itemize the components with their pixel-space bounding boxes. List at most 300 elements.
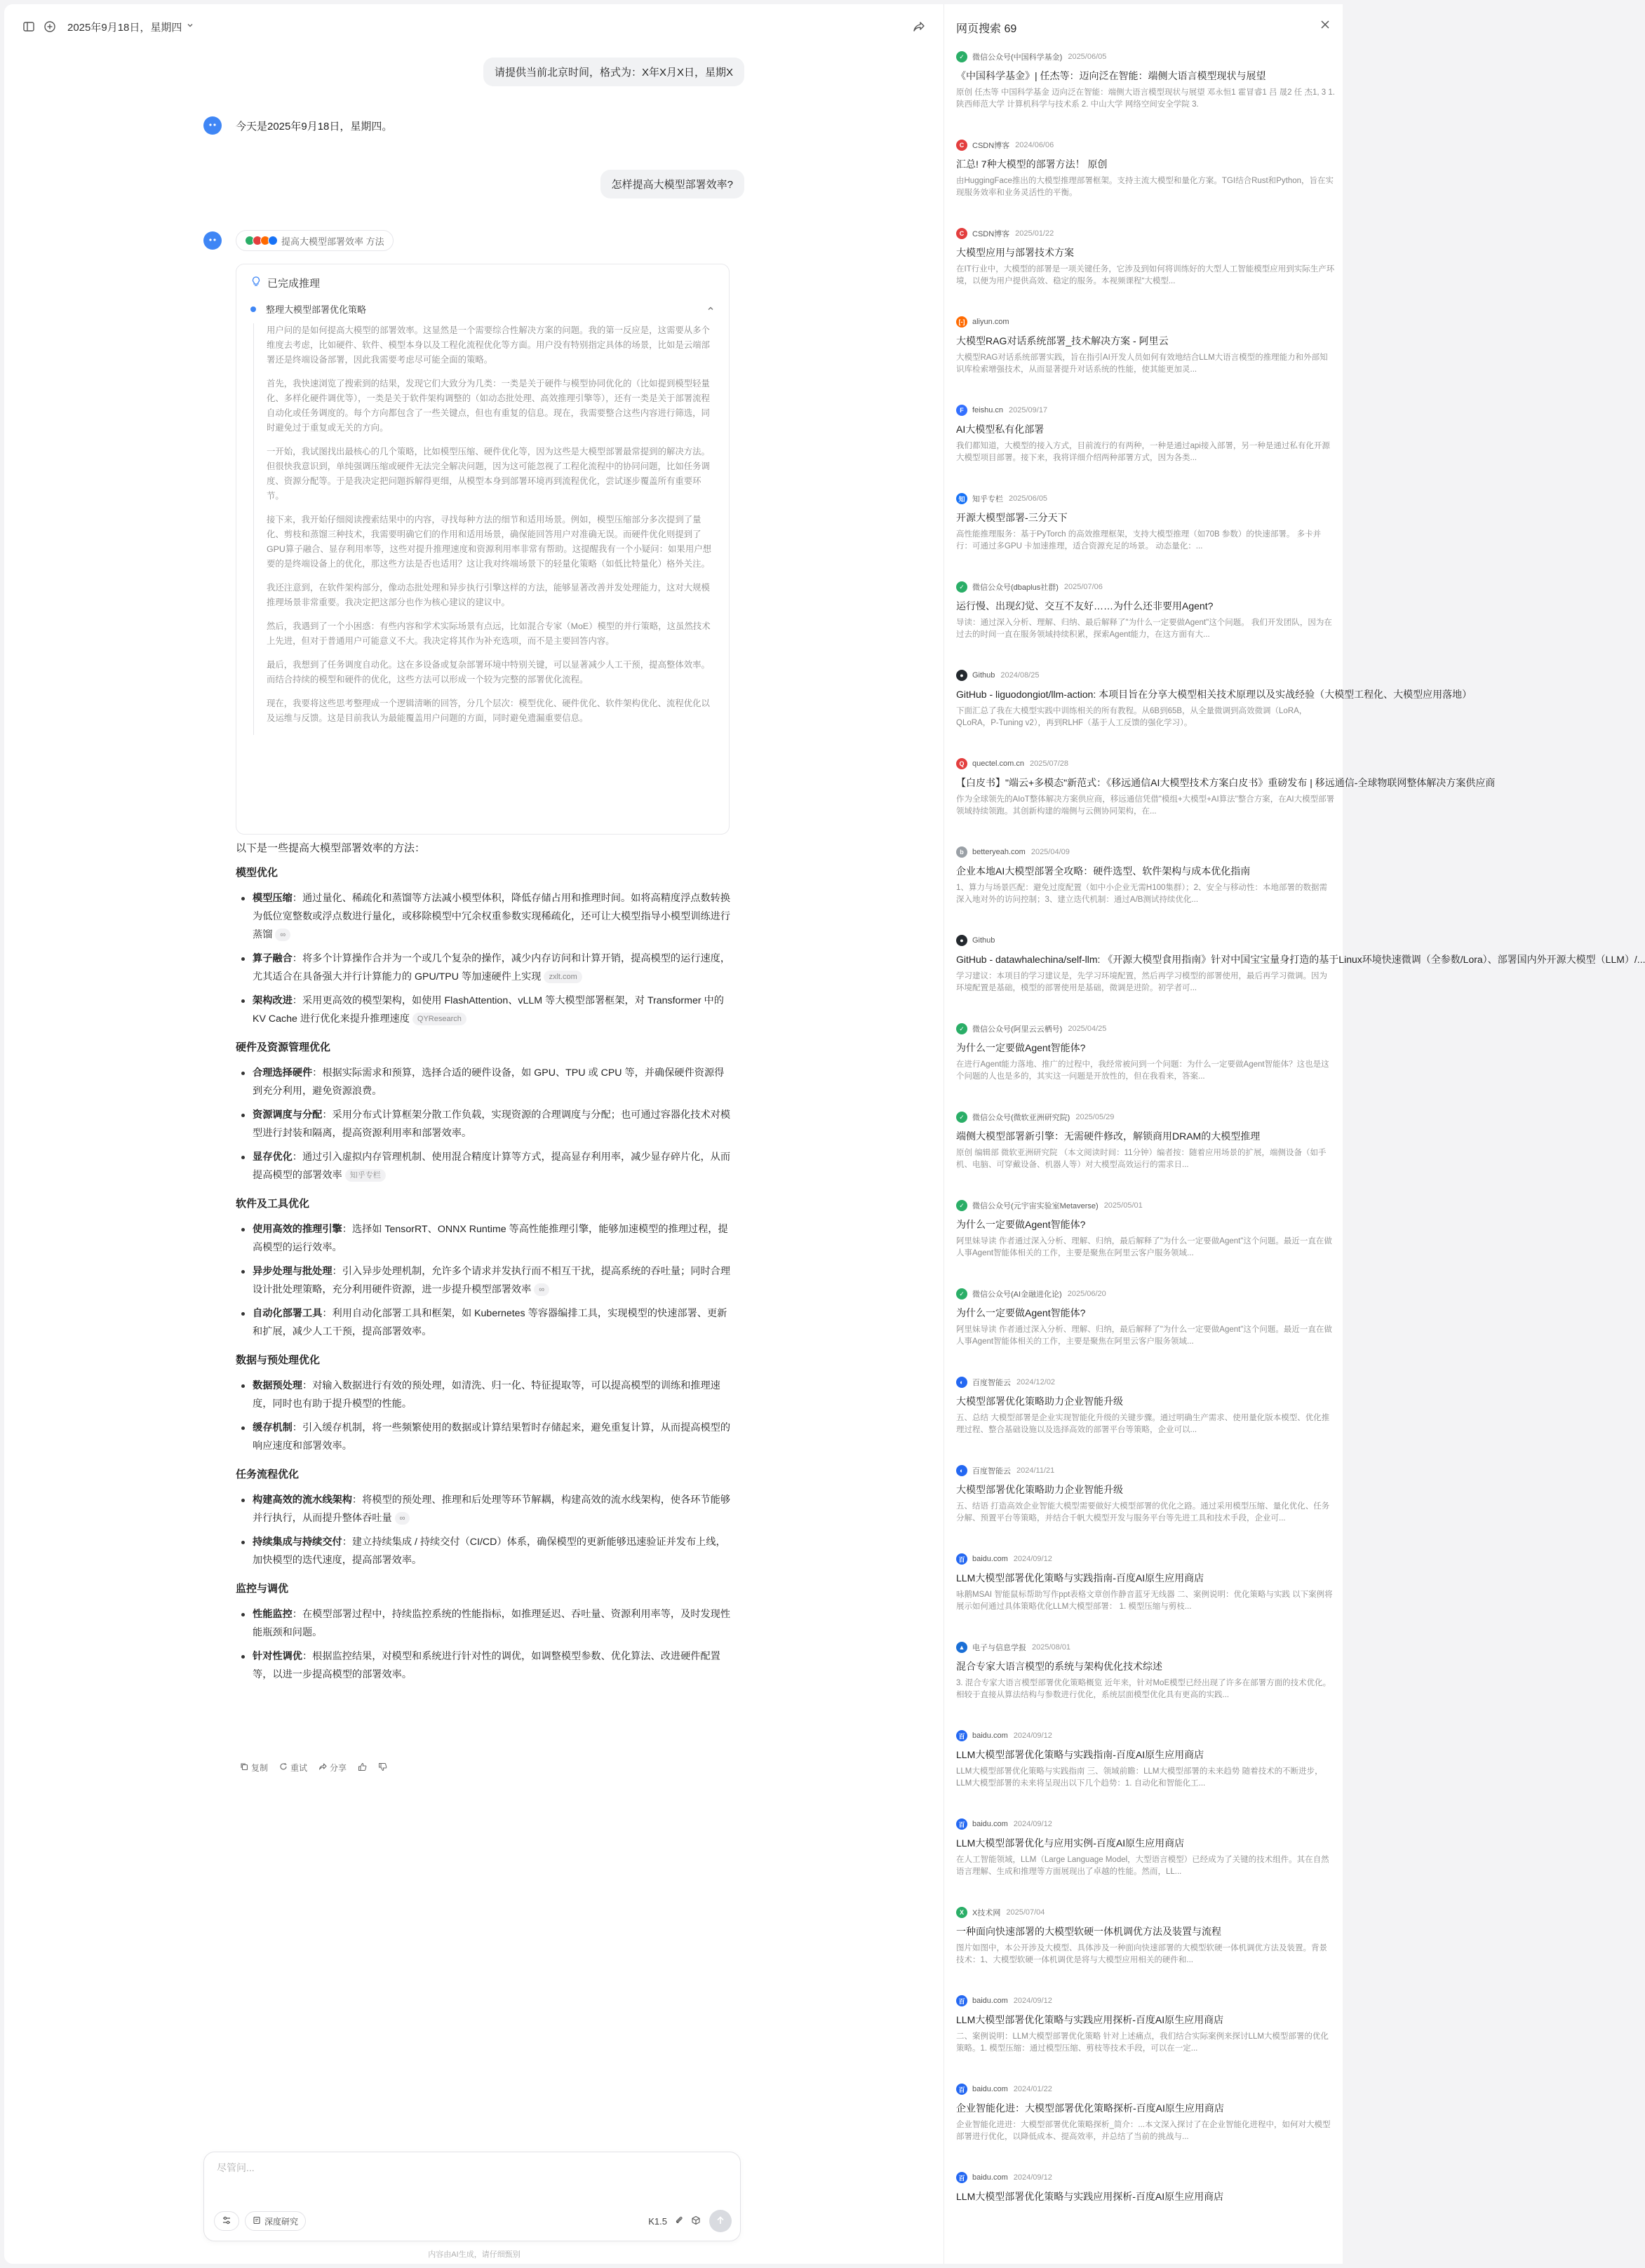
source-date: 2024/12/02 xyxy=(1016,1378,1056,1386)
result-snippet: 3. 混合专家大语言模型部署优化策略概览 近年来，针对MoE模型已经出现了许多在部署方面的技术优化。相较于直接从算法结构与参数进行优化，系统层面模型优化具有更高的实践... xyxy=(956,1679,1331,1699)
app-frame xyxy=(4,4,1645,2264)
source-name: 百度智能云 xyxy=(972,1467,1011,1476)
retry-button[interactable] xyxy=(279,1762,307,1774)
list-item xyxy=(236,1064,731,1100)
item-text: ：引入异步处理机制，允许多个请求并发执行而不相互干扰，提高系统的吞吐量；同时合理设计批处理策略，充分利用硬件资源，进一步提升模型部署效率 xyxy=(253,1266,731,1295)
source-logos xyxy=(245,236,276,245)
item-term: 显存优化 xyxy=(253,1152,293,1163)
result-snippet: 五、总结 大模型部署是企业实现智能化升级的关键步骤。通过明确生产需求、使用量化版本模型、优化推理过程、整合基础设施以及选择高效的部署平台等策略，企业可以... xyxy=(956,1414,1330,1434)
result-title[interactable]: LLM大模型部署优化策略与实践应用探析-百度AI原生应用商店 xyxy=(956,2191,1224,2202)
chevron-down-icon[interactable] xyxy=(186,20,194,33)
source-icon: C xyxy=(956,140,967,151)
result-title[interactable]: 为什么一定要做Agent智能体? xyxy=(956,1042,1086,1053)
source-icon: 百 xyxy=(956,1553,967,1565)
item-term: 架构改进 xyxy=(253,995,293,1006)
source-name: 百度智能云 xyxy=(972,1379,1011,1387)
message-input[interactable] xyxy=(217,2162,708,2173)
result-meta xyxy=(956,1022,1335,1035)
source-name: 微信公众号(dbaplus社群) xyxy=(972,583,1059,592)
search-result[interactable] xyxy=(956,2171,1335,2260)
result-snippet: 企业智能化进进：大模型部署优化策略探析_简介：...本文深入探讨了在企业智能化进程中，如何对大模型部署进行优化，以降低成本、提高效率，并总结了当前的挑战与... xyxy=(956,2121,1331,2141)
result-snippet: 原创 任杰等 中国科学基金 迈向泛在智能：端侧大语言模型现状与展望 邓永恒1 霍冒睿1 吕 晟2 任 杰1, 3 1. 陕西师范大学 计算机科学与技术系 2. 中山大学 网络空间安全学院 3. xyxy=(956,88,1335,109)
source-icon: ✓ xyxy=(956,1200,967,1211)
share-icon xyxy=(318,1762,327,1773)
share-icon[interactable] xyxy=(908,16,929,37)
source-icon: ● xyxy=(956,935,967,946)
reasoning-panel xyxy=(236,264,730,835)
item-term: 算子融合 xyxy=(253,953,293,964)
refresh-icon xyxy=(279,1762,288,1773)
result-meta xyxy=(956,846,1335,858)
section-list xyxy=(236,1491,731,1570)
source-name: baidu.com xyxy=(972,1555,1008,1563)
result-snippet: 在人工智能领域，LLM（Large Language Model，大型语言模型）已经成为了关键的技术组件。其在自然语言理解、生成和推理等方面展现出了卓越的性能。然而，LL... xyxy=(956,1856,1329,1876)
source-date: 2024/08/25 xyxy=(1000,671,1040,680)
source-name: baidu.com xyxy=(972,2085,1008,2093)
chat-title[interactable]: 2025年9月18日，星期四 xyxy=(67,21,182,34)
list-item xyxy=(236,1377,731,1413)
source-date: 2025/01/22 xyxy=(1015,229,1054,238)
item-term: 模型压缩 xyxy=(253,893,293,904)
source-date: 2025/05/01 xyxy=(1103,1201,1143,1210)
assistant-message: 今天是2025年9月18日，星期四。 xyxy=(236,121,393,133)
zhihu-icon xyxy=(268,236,278,245)
answer-sections xyxy=(236,865,731,1684)
message-actions xyxy=(240,1762,398,1774)
search-panel-title: 网页搜索 69 xyxy=(956,23,1017,35)
item-term: 针对性调优 xyxy=(253,1651,302,1662)
item-term: 使用高效的推理引擎 xyxy=(253,1224,342,1235)
result-title[interactable]: 运行慢、出现幻觉、交互不友好……为什么还非要用Agent? xyxy=(956,600,1214,612)
section-heading: 任务流程优化 xyxy=(236,1469,300,1480)
result-title[interactable]: 企业智能化进：大模型部署优化策略探析-百度AI原生应用商店 xyxy=(956,2102,1224,2114)
source-name: baidu.com xyxy=(972,1732,1008,1740)
list-item xyxy=(236,1220,731,1257)
result-meta xyxy=(956,1994,1335,2007)
composer xyxy=(203,2152,741,2241)
reasoning-paragraph: 现在，我要将这些思考整理成一个逻辑清晰的回答，分几个层次：模型优化、硬件优化、软件架构优化、流程优化以及运维与反馈。这是目前我认为最能覆盖用户问题的方面，同时避免遗漏重要信息。 xyxy=(267,698,710,723)
search-result[interactable] xyxy=(956,757,1496,846)
result-snippet: 导读：通过深入分析、理解、归纳、最后解释了"为什么一定要做Agent"这个问题。 我们开发团队，因为在过去的时间一直在服务领域持续积累，探索Agent能力，在这方面有大... xyxy=(956,619,1332,639)
source-date: 2025/08/01 xyxy=(1032,1643,1071,1652)
result-snippet: 由HuggingFace推出的大模型推理部署框架。支持主流大模型和量化方案。TGI结合Rust和Python，旨在实现服务效率和业务灵活性的平衡。 xyxy=(956,177,1334,197)
result-meta xyxy=(956,2083,1335,2095)
copy-button[interactable] xyxy=(240,1762,268,1774)
source-date: 2025/04/09 xyxy=(1030,848,1070,856)
copy-icon xyxy=(240,1762,248,1773)
search-result[interactable] xyxy=(956,1464,1335,1553)
source-name: 微信公众号(微软亚洲研究院) xyxy=(972,1114,1070,1122)
source-date: 2025/07/06 xyxy=(1063,583,1103,591)
search-result[interactable] xyxy=(956,1022,1335,1111)
list-item xyxy=(236,950,731,986)
list-item xyxy=(236,1304,731,1341)
result-meta xyxy=(956,50,1335,63)
composer-tools xyxy=(214,2211,311,2231)
result-title[interactable]: 混合专家大语言模型的系统与架构优化技术综述 xyxy=(956,1661,1162,1672)
search-result[interactable] xyxy=(956,1288,1335,1376)
source-name: feishu.cn xyxy=(972,406,1004,414)
thumbs-down-icon xyxy=(378,1762,387,1774)
reasoning-step-label: 整理大模型部署优化策略 xyxy=(266,304,367,315)
deep-research-label: 深度研究 xyxy=(264,2216,299,2227)
source-name: 微信公众号(AI金融进化论) xyxy=(972,1290,1062,1299)
source-name: 微信公众号(元宇宙实验室Metaverse) xyxy=(972,1202,1099,1210)
citation-chip[interactable]: ∞ xyxy=(275,929,290,941)
thumbs-down-button[interactable] xyxy=(378,1762,387,1774)
result-snippet: 大模型RAG对话系统部署实践，旨在指引AI开发人员如何有效地结合LLM大语言模型的推理能力和外部知识库检索增强技术，从而显著提升对话系统的性能，使其能更加灵... xyxy=(956,353,1328,374)
source-icon: b xyxy=(956,846,967,858)
result-meta xyxy=(956,1641,1335,1654)
result-meta xyxy=(956,1553,1335,1565)
list-item xyxy=(236,889,731,944)
reasoning-paragraph: 最后，我想到了任务调度自动化。这在多设备或复杂部署环境中特别关键，可以显著减少人工干预，提高整体效率。而结合持续的模型和硬件的优化，这些方法可以形成一个较为完整的部署优化流程。 xyxy=(267,660,710,684)
answer xyxy=(236,840,731,1695)
search-result[interactable] xyxy=(956,934,1645,1022)
chat-panel xyxy=(4,4,944,2264)
result-snippet: 阿里妹导读 作者通过深入分析、理解、归纳，最后解释了"为什么一定要做Agent"这个问题。最近一直在做人事Agent智能体相关的工作，主要是聚焦在阿里云客户服务领域... xyxy=(956,1237,1332,1257)
result-snippet: 作为全球领先的AIoT整体解决方案供应商，移远通信凭借"模组+大模型+AI算法"整合方案，在AI大模型部署领域持续领跑。其创新构建的端侧与云侧协同架构，在... xyxy=(956,795,1335,816)
source-icon: X xyxy=(956,1907,967,1918)
reasoning-body xyxy=(253,323,715,735)
section-heading: 软件及工具优化 xyxy=(236,1198,310,1210)
source-date: 2024/09/12 xyxy=(1013,1997,1052,2005)
reasoning-paragraph: 接下来，我开始仔细阅读搜索结果中的内容，寻找每种方法的细节和适用场景。例如，模型压缩部分多次提到了量化、剪枝和蒸馏三种技术，我需要明确它们的作用和适用场景，确保能回答用户对准确无误。而硬件优化则提到了GPU算子融合、显存利用率等，这些对提升推理速度和资源利用率非常有帮助。这提醒我有一个小疑问：如果用户想要的是终端设备上的优化，那这些方法是否也适用？这让我对终端场景下的轻量化策略（如低比特量化）格外关注。 xyxy=(267,515,711,569)
reasoning-status: 已完成推理 xyxy=(267,277,321,290)
source-name: 微信公众号(中国科学基金) xyxy=(972,53,1063,62)
item-term: 持续集成与持续交付 xyxy=(253,1537,342,1548)
deep-research-button[interactable] xyxy=(245,2211,306,2231)
source-icon: C xyxy=(956,228,967,239)
item-term: 异步处理与批处理 xyxy=(253,1266,333,1277)
search-result[interactable] xyxy=(956,492,1335,581)
list-item xyxy=(236,1491,731,1527)
chevron-up-icon[interactable] xyxy=(706,304,715,316)
result-title[interactable]: 大模型部署优化策略助力企业智能升级 xyxy=(956,1484,1123,1495)
item-text: ：将模型的预处理、推理和后处理等环节解耦，构建高效的流水线架构，使各环节能够并行执行，从而提升整体吞吐量 xyxy=(253,1494,731,1524)
new-chat-icon[interactable] xyxy=(39,16,60,37)
search-query-chip[interactable] xyxy=(236,230,394,251)
result-title[interactable]: 汇总! 7种大模型的部署方法！ 原创 xyxy=(956,158,1108,170)
result-snippet xyxy=(956,2208,1335,2232)
result-title[interactable]: GitHub - liguodongiot/llm-action: 本项目旨在分享大模型相关技术原理以及实战经验（大模型工程化、大模型应用落地） xyxy=(956,689,1472,700)
list-item xyxy=(236,1148,731,1184)
result-title[interactable]: 为什么一定要做Agent智能体? xyxy=(956,1307,1086,1318)
close-icon[interactable] xyxy=(1320,18,1330,33)
search-query-text: 提高大模型部署效率 方法 xyxy=(281,236,384,247)
search-result[interactable] xyxy=(956,581,1335,669)
result-meta xyxy=(956,404,1335,417)
list-item xyxy=(236,1419,731,1455)
thumbs-up-icon xyxy=(358,1762,367,1774)
result-title[interactable]: 开源大模型部署-三分天下 xyxy=(956,512,1068,523)
result-snippet: 在进行Agent能力落地、推广的过程中，我经常被问到一个问题：为什么一定要做Agent智能体？这也是这个问题的人也是多的，其实这一问题是开放性的，但在我看来，答案... xyxy=(956,1060,1329,1081)
item-text: ：通过量化、稀疏化和蒸馏等方法减小模型体积，降低存储占用和推理时间。如将高精度浮点数转换为低位宽整数或浮点数进行量化，或移除模型中冗余权重参数实现稀疏化，还可让大模型指导小模型训练进行蒸馏 xyxy=(253,893,731,940)
sidebar-toggle-icon[interactable] xyxy=(18,16,39,37)
result-meta xyxy=(956,492,1335,505)
source-name: betteryeah.com xyxy=(972,848,1026,856)
user-message: 请提供当前北京时间，格式为：X年X月X日，星期X xyxy=(483,58,744,86)
result-snippet: 学习建议：本项目的学习建议是，先学习环境配置，然后再学习模型的部署使用，最后再学习微调。因为环境配置是基础，模型的部署使用是基础，微调是进阶。初学者可... xyxy=(956,972,1327,992)
citation-chip[interactable]: ∞ xyxy=(534,1283,549,1296)
item-term: 合理选择硬件 xyxy=(253,1067,313,1079)
step-dot xyxy=(250,306,256,312)
arrow-up-icon xyxy=(716,2215,725,2227)
tools-button[interactable] xyxy=(214,2211,239,2231)
source-icon: ✓ xyxy=(956,1112,967,1123)
section-list xyxy=(236,1064,731,1184)
reasoning-step[interactable] xyxy=(250,302,715,316)
result-meta xyxy=(956,139,1335,151)
result-meta xyxy=(956,934,1335,947)
item-text: ：采用分布式计算框架分散工作负载，实现资源的合理调度与分配；也可通过容器化技术对模型进行封装和隔离，提高资源利用率和部署效率。 xyxy=(253,1109,731,1139)
composer-actions xyxy=(648,2210,732,2232)
search-result[interactable] xyxy=(956,669,1472,757)
result-meta xyxy=(956,1906,1335,1919)
result-title[interactable]: 大模型部署优化策略助力企业智能升级 xyxy=(956,1396,1123,1407)
source-icon: ◐ xyxy=(956,1377,967,1388)
item-term: 缓存机制 xyxy=(253,1422,293,1433)
result-title[interactable]: 企业本地AI大模型部署全攻略：硬件选型、软件架构与成本优化指南 xyxy=(956,865,1251,877)
source-icon: [-] xyxy=(956,316,967,328)
source-icon: ✓ xyxy=(956,1288,967,1300)
source-date: 2025/07/28 xyxy=(1029,760,1069,768)
source-date: 2025/06/05 xyxy=(1009,494,1048,503)
model-selector[interactable]: K1.5 xyxy=(648,2215,667,2227)
lightbulb-icon xyxy=(250,276,262,290)
search-result[interactable] xyxy=(956,227,1335,316)
source-icon: F xyxy=(956,405,967,416)
result-title[interactable]: 一种面向快速部署的大模型软硬一体机调优方法及装置与流程 xyxy=(956,1926,1221,1937)
item-term: 自动化部署工具 xyxy=(253,1308,323,1319)
result-title[interactable]: 【白皮书】"端云+多模态"新范式：《移远通信AI大模型技术方案白皮书》重磅发布 | 移远通信-全球物联网整体解决方案供应商 xyxy=(956,777,1496,788)
item-text: ：根据监控结果，对模型和系统进行针对性的调优，如调整模型参数、优化算法、改进硬件配置等，以进一步提高模型的部署效率。 xyxy=(253,1651,720,1680)
section-list xyxy=(236,1377,731,1455)
result-title[interactable]: 为什么一定要做Agent智能体? xyxy=(956,1219,1086,1230)
item-text: ：对输入数据进行有效的预处理，如清洗、归一化、特征提取等，可以提高模型的训练和推理速度，同时也有助于提升模型的性能。 xyxy=(253,1380,720,1410)
result-meta xyxy=(956,1288,1335,1300)
result-meta xyxy=(956,581,1335,593)
citation-chip[interactable]: ∞ xyxy=(395,1512,410,1525)
result-title[interactable]: AI大模型私有化部署 xyxy=(956,424,1045,435)
source-date: 2025/06/20 xyxy=(1067,1290,1106,1298)
source-date: 2025/09/17 xyxy=(1009,406,1048,414)
search-result[interactable] xyxy=(956,1376,1335,1464)
source-date: 2024/09/12 xyxy=(1013,1732,1052,1740)
item-text: ：引入缓存机制，将一些频繁使用的数据或计算结果暂时存储起来，避免重复计算，从而提高模型的响应速度和部署效率。 xyxy=(253,1422,731,1452)
item-text: ：将多个计算操作合并为一个或几个复杂的操作，减少内存访问和计算开销，提高模型的运行速度，尤其适合在具备强大并行计算能力的 GPU/TPU 等加速硬件上实现 xyxy=(253,953,731,983)
search-result[interactable] xyxy=(956,50,1335,139)
source-icon: 百 xyxy=(956,1818,967,1830)
result-snippet: 我们都知道，大模型的接入方式，目前流行的有两种，一种是通过api接入部署，另一种是通过私有化开源大模型项目部署。接下来，我将详细介绍两种部署方式，因为各类... xyxy=(956,442,1330,462)
thumbs-up-button[interactable] xyxy=(358,1762,367,1774)
search-result[interactable] xyxy=(956,1111,1335,1199)
list-item xyxy=(236,1262,731,1299)
result-meta xyxy=(956,227,1335,240)
item-text: ：选择如 TensorRT、ONNX Runtime 等高性能推理引擎，能够加速模型的推理过程，提高模型的运行效率。 xyxy=(253,1224,728,1253)
search-results-panel xyxy=(945,4,1645,2264)
list-item xyxy=(236,992,731,1028)
section-list xyxy=(236,1220,731,1341)
source-name: 微信公众号(阿里云云栖号) xyxy=(972,1025,1063,1034)
reasoning-paragraph: 一开始，我试图找出最核心的几个策略，比如模型压缩、硬件优化等，因为这些是大模型部署最常提到的解决方法。但很快我意识到，单纯强调压缩或硬件无法完全解决问题，因为这可能忽视了工程化流程中的协同问题，比如任务调度、资源分配等。于是我决定把问题拆解得更细，从模型本身到部署环境再到流程优化，尝试逐步覆盖所有重要环节。 xyxy=(267,447,710,501)
list-item xyxy=(236,1533,731,1570)
source-icon: ▲ xyxy=(956,1642,967,1653)
section-list xyxy=(236,889,731,1028)
item-text: ：通过引入虚拟内存管理机制、使用混合精度计算等方式，提高显存利用率，减少显存碎片化，从而提高模型的部署效率 xyxy=(253,1152,731,1181)
source-icon: 百 xyxy=(956,2084,967,2095)
search-results-list xyxy=(956,50,1645,2260)
attachment-icon[interactable] xyxy=(674,2215,684,2227)
source-date: 2025/07/04 xyxy=(1006,1908,1045,1917)
copy-label: 复制 xyxy=(251,1763,269,1773)
reasoning-paragraph: 用户问的是如何提高大模型的部署效率。这显然是一个需要综合性解决方案的问题。我的第一反应是，这需要从多个维度去考虑，比如硬件、软件、模型本身以及工程化流程优化等方面。用户没有特别指定具体的场景，比如是云端部署还是终端设备部署，因此我需要考虑尽可能全面的策略。 xyxy=(267,325,710,365)
answer-intro: 以下是一些提高大模型部署效率的方法： xyxy=(236,842,426,854)
search-result[interactable] xyxy=(956,1199,1335,1288)
result-meta xyxy=(956,1464,1335,1477)
source-name: CSDN博客 xyxy=(972,230,1010,238)
source-name: 知乎专栏 xyxy=(972,495,1003,504)
result-title[interactable]: LLM大模型部署优化与应用实例-百度AI原生应用商店 xyxy=(956,1837,1185,1849)
source-icon: 百 xyxy=(956,1995,967,2006)
source-date: 2024/09/12 xyxy=(1013,1555,1052,1563)
share-label: 分享 xyxy=(330,1763,347,1773)
source-name: baidu.com xyxy=(972,1820,1008,1828)
item-term: 数据预处理 xyxy=(253,1380,302,1391)
result-snippet: 咏鹅MSAI 智能鼠标帮助写作ppt表格文章创作静音蓝牙无线器 二、案例说明：优化策略与实践 以下案例将展示如何通过具体策略优化LLM大模型部署： 1. 模型压缩与剪枝... xyxy=(956,1591,1333,1611)
result-meta xyxy=(956,1199,1335,1212)
item-term: 性能监控 xyxy=(253,1609,293,1620)
result-meta xyxy=(956,316,1335,328)
result-snippet: 在IT行业中，大模型的部署是一项关键任务，它涉及到如何将训练好的大型人工智能模型应用到实际生产环境，以便为用户提供高效、稳定的服务。本视频课程“大模型... xyxy=(956,265,1335,285)
section-heading: 模型优化 xyxy=(236,867,278,879)
citation-chip[interactable]: 知乎专栏 xyxy=(345,1169,386,1182)
source-icon: ✓ xyxy=(956,581,967,593)
source-icon: 知 xyxy=(956,493,967,504)
source-name: baidu.com xyxy=(972,2173,1008,2182)
reasoning-paragraph: 我还注意到，在软件架构部分，像动态批处理和异步执行引擎这样的方法，能够显著改善并发处理能力，这对大规模推理场景非常重要。我决定把这部分也作为核心建议的建议中。 xyxy=(267,583,710,607)
source-date: 2024/11/21 xyxy=(1016,1466,1055,1475)
reasoning-paragraph: 然后，我遇到了一个小困惑：有些内容和学术实际场景有点远，比如混合专家（MoE）模型的并行策略，这虽然技术上先进，但对于普通用户可能意义不大。我决定将其作为补充选项，而不是主要回答内容。 xyxy=(267,621,711,646)
source-name: Github xyxy=(972,936,995,945)
result-snippet: LLM大模型部署优化策略与实践指南 三、领域前瞻：LLM大模型部署的未来趋势 随着技术的不断进步，LLM大模型部署的未来将呈现出以下几个趋势：1. 自动化和智能化工... xyxy=(956,1767,1323,1788)
source-date: 2025/05/29 xyxy=(1075,1113,1115,1121)
section-heading: 数据与预处理优化 xyxy=(236,1354,321,1366)
item-text: ：在模型部署过程中，持续监控系统的性能指标，如推理延迟、吞吐量、资源利用率等，及时发现性能瓶颈和问题。 xyxy=(253,1609,731,1638)
source-name: CSDN博客 xyxy=(972,142,1010,150)
source-name: baidu.com xyxy=(972,1997,1008,2005)
search-result[interactable] xyxy=(956,316,1335,404)
item-text: ：采用更高效的模型架构，如使用 FlashAttention、vLLM 等大模型部署框架，对 Transformer 中的 KV Cache 进行优化来提升推理速度 xyxy=(253,995,724,1025)
section-heading: 监控与调优 xyxy=(236,1583,289,1595)
search-result[interactable] xyxy=(956,1641,1335,1729)
result-snippet: 二、案例说明：LLM大模型部署优化策略 针对上述痛点，我们结合实际案例来探讨LLM大模型部署的优化策略。1. 模型压缩：通过模型压缩、剪枝等技术手段，可以在一定... xyxy=(956,2032,1329,2053)
result-snippet: 1、算力与场景匹配：避免过度配置（如中小企业无需H100集群）；2、安全与移动性：本地部署的数据需深入地对外的访问控制；3、建立迭代机制：通过A/B测试持续优化... xyxy=(956,884,1328,904)
source-name: X技术网 xyxy=(972,1909,1001,1917)
result-title[interactable]: GitHub - datawhalechina/self-llm: 《开源大模型食用指南》针对中国宝宝量身打造的基于Linux环境快速微调（全参数/Lora）、部署国内外开源大模型（LLM）/... xyxy=(956,954,1645,965)
source-icon: ● xyxy=(956,670,967,681)
source-date: 2024/01/22 xyxy=(1013,2085,1052,2093)
search-result[interactable] xyxy=(956,1818,1335,1906)
source-icon: Q xyxy=(956,758,967,769)
source-date: 2025/04/25 xyxy=(1068,1025,1107,1033)
result-meta xyxy=(956,1111,1335,1123)
source-icon: 百 xyxy=(956,2172,967,2183)
result-meta xyxy=(956,1818,1335,1830)
source-icon: 百 xyxy=(956,1730,967,1741)
reasoning-header[interactable] xyxy=(250,274,715,291)
assistant-avatar xyxy=(203,231,222,250)
item-term: 资源调度与分配 xyxy=(253,1109,323,1121)
source-icon: ◐ xyxy=(956,1465,967,1476)
top-bar xyxy=(18,14,929,39)
tools-icon xyxy=(222,2215,231,2227)
result-title[interactable]: LLM大模型部署优化策略与实践指南-百度AI原生应用商店 xyxy=(956,1572,1204,1584)
result-meta xyxy=(956,1376,1335,1389)
source-name: 电子与信息学报 xyxy=(972,1644,1026,1652)
cube-icon[interactable] xyxy=(691,2215,701,2227)
item-text: ：利用自动化部署工具和框架，如 Kubernetes 等容器编排工具，实现模型的快速部署、更新和扩展，减少人工干预，提高部署效率。 xyxy=(253,1308,727,1337)
result-snippet: 高性能推理服务：基于PyTorch 的高效推理框架，支持大模型推理（如70B 参数）的快速部署。 多卡并行：可通过多GPU 卡加速推理，适合资源充足的场景。 动态量化：... xyxy=(956,530,1322,551)
source-date: 2024/06/06 xyxy=(1015,141,1054,149)
result-snippet: 五、结语 打造高效企业智能大模型需要做好大模型部署的优化之路。通过采用模型压缩、量化优化、任务分解、预置平台等策略，并结合千帆大模型开发与服务平台等先进工具和技术手段，企业可... xyxy=(956,1502,1330,1523)
search-result[interactable] xyxy=(956,1994,1335,2083)
search-result[interactable] xyxy=(956,2083,1335,2171)
search-result[interactable] xyxy=(956,1729,1335,1818)
result-title[interactable]: 大模型RAG对话系统部署_技术解决方案 - 阿里云 xyxy=(956,335,1169,346)
result-meta xyxy=(956,1729,1335,1742)
result-title[interactable]: 端侧大模型部署新引擎：无需硬件修改，解锁商用DRAM的大模型推理 xyxy=(956,1130,1261,1142)
item-text: ：根据实际需求和预算，选择合适的硬件设备，如 GPU、TPU 或 CPU 等，并确保硬件资源得到充分利用，避免资源浪费。 xyxy=(253,1067,725,1097)
result-title[interactable]: LLM大模型部署优化策略与实践应用探析-百度AI原生应用商店 xyxy=(956,2014,1224,2025)
source-icon: ✓ xyxy=(956,1023,967,1034)
source-date: 2025/06/05 xyxy=(1068,53,1107,61)
citation-chip[interactable]: zxlt.com xyxy=(544,971,582,983)
result-snippet: 原创 编辑部 微软亚洲研究院 （本文阅读时间：11分钟）编者按：随着应用场景的扩展，端侧设备（如手机、电脑、可穿戴设备、机器人等）对大模型高效运行的需求日... xyxy=(956,1149,1327,1169)
source-date: 2024/09/12 xyxy=(1013,2173,1052,2182)
research-icon xyxy=(253,2216,261,2227)
share-button[interactable] xyxy=(318,1762,347,1774)
source-name: aliyun.com xyxy=(972,318,1009,326)
item-term: 构建高效的流水线架构 xyxy=(253,1494,352,1506)
item-text: ：建立持续集成 / 持续交付（CI/CD）体系，确保模型的更新能够迅速验证并发布上线，加快模型的迭代速度，提高部署效率。 xyxy=(253,1537,726,1566)
list-item xyxy=(236,1106,731,1142)
result-snippet: 下面汇总了我在大模型实践中训练相关的所有教程。从6B到65B，从全量微调到高效微调（LoRA，QLoRA，P-Tuning v2），再到RLHF（基于人工反馈的强化学习）。 xyxy=(956,707,1308,727)
reasoning-paragraph: 首先，我快速浏览了搜索到的结果，发现它们大致分为几类：一类是关于硬件与模型协同优化的（比如提到模型轻量化、多样化硬件调优等），一类是关于软件架构调整的（如动态批处理、高效推理引擎等），还有一类是关于部署流程自动化或任务调度的。每个方向都包含了一些关键点，但也有重复的信息。现在，我需要整合这些内容进行筛选，同时避免过于重复或无关的方向。 xyxy=(267,379,710,433)
assistant-avatar xyxy=(203,116,222,135)
search-result[interactable] xyxy=(956,846,1335,934)
list-item xyxy=(236,1647,731,1684)
result-title[interactable]: 大模型应用与部署技术方案 xyxy=(956,247,1074,258)
search-result[interactable] xyxy=(956,404,1335,492)
result-meta xyxy=(956,2171,1335,2184)
user-message: 怎样提高大模型部署效率? xyxy=(600,170,744,198)
section-list xyxy=(236,1605,731,1684)
source-date: 2024/09/12 xyxy=(1013,1820,1052,1828)
result-title[interactable]: 《中国科学基金》| 任杰等：迈向泛在智能：端侧大语言模型现状与展望 xyxy=(956,70,1266,81)
source-name: Github xyxy=(972,671,995,680)
search-result[interactable] xyxy=(956,1906,1335,1994)
disclaimer: 内容由AI生成，请仔细甄别 xyxy=(428,2250,521,2259)
search-result[interactable] xyxy=(956,139,1335,227)
section-heading: 硬件及资源管理优化 xyxy=(236,1041,331,1053)
citation-chip[interactable]: QYResearch xyxy=(412,1013,466,1025)
list-item xyxy=(236,1605,731,1642)
result-snippet: 图片如图中，本公开涉及大模型、具体涉及一种面向快速部署的大模型软硬一体机调优方法及装置。背景技术：1、大模型软硬一体机调优是将与大模型应用相关的硬件和... xyxy=(956,1944,1327,1964)
result-title[interactable]: LLM大模型部署优化策略与实践指南-百度AI原生应用商店 xyxy=(956,1749,1204,1760)
send-button[interactable] xyxy=(709,2210,732,2232)
search-result[interactable] xyxy=(956,1553,1335,1641)
